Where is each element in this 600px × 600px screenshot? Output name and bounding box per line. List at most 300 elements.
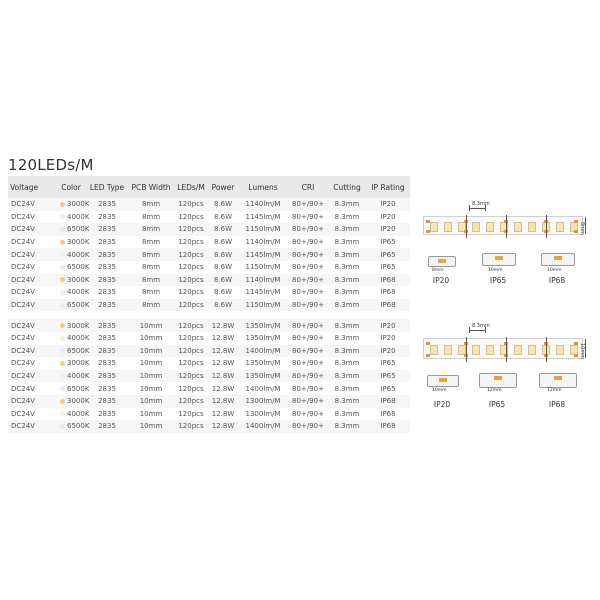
table-row: [8, 382, 410, 395]
cell-ip-rating: IP20: [366, 319, 410, 332]
cell-color: [56, 319, 90, 332]
color-temperature: 4000K: [67, 250, 90, 259]
cell-led-type: 2835: [86, 395, 128, 408]
cell-pcb-width: 10mm: [128, 382, 174, 395]
cell-cutting: 8.3mm: [328, 420, 366, 433]
cell-voltage: DC24V: [8, 395, 56, 408]
cell-ip-rating: IP65: [366, 248, 410, 261]
profile-ip68-width: 10mm: [547, 268, 562, 273]
color-temperature: 6500K: [67, 346, 90, 355]
cell-power: 8.6W: [208, 248, 238, 261]
table-row: [8, 299, 410, 312]
cell-voltage: DC24V: [8, 236, 56, 249]
color-temperature: 6500K: [67, 384, 90, 393]
cell-cutting: 8.3mm: [328, 395, 366, 408]
led-chip: [430, 222, 438, 232]
header-color: Color: [56, 176, 86, 198]
color-temperature: 4000K: [67, 212, 90, 221]
table-row: [8, 345, 410, 358]
cell-cri: 80+/90+: [288, 274, 328, 287]
cell-led-type: 2835: [86, 299, 128, 312]
cell-color: [56, 299, 90, 312]
cell-ip-rating: IP68: [366, 299, 410, 312]
cell-cutting: 8.3mm: [328, 223, 366, 236]
cut-length-label: 8.3mm: [472, 323, 490, 329]
cell-power: 8.6W: [208, 299, 238, 312]
color-dot-icon: [60, 323, 65, 328]
cell-power: 12.8W: [208, 319, 238, 332]
cell-power: 8.6W: [208, 211, 238, 224]
solder-pad: [574, 354, 578, 357]
header-cutting: Cutting: [328, 176, 366, 198]
cell-cutting: 8.3mm: [328, 274, 366, 287]
cell-leds-per-meter: 120pcs: [174, 395, 208, 408]
cell-pcb-width: 8mm: [128, 223, 174, 236]
cell-cutting: 8.3mm: [328, 332, 366, 345]
cell-pcb-width: 10mm: [128, 357, 174, 370]
color-dot-icon: [60, 386, 65, 391]
cell-power: 12.8W: [208, 370, 238, 383]
cell-voltage: DC24V: [8, 223, 56, 236]
spec-table: [8, 176, 410, 433]
cell-leds-per-meter: 120pcs: [174, 261, 208, 274]
cell-power: 12.8W: [208, 420, 238, 433]
cell-leds-per-meter: 120pcs: [174, 299, 208, 312]
color-temperature: 3000K: [67, 275, 90, 284]
cell-ip-rating: IP65: [366, 370, 410, 383]
cell-ip-rating: IP68: [366, 274, 410, 287]
separator-cell: [8, 311, 410, 319]
table-row: [8, 223, 410, 236]
profile-ip68-label: IP68: [548, 276, 566, 285]
color-temperature: 4000K: [67, 372, 90, 381]
cell-led-type: 2835: [86, 286, 128, 299]
color-dot-icon: [60, 348, 65, 353]
cell-ip-rating: IP20: [366, 211, 410, 224]
cell-cutting: 8.3mm: [328, 248, 366, 261]
cell-color: [56, 223, 90, 236]
cell-led-type: 2835: [86, 408, 128, 421]
header-cri: CRI: [288, 176, 328, 198]
cell-cutting: 8.3mm: [328, 370, 366, 383]
cell-cutting: 8.3mm: [328, 319, 366, 332]
color-dot-icon: [60, 411, 65, 416]
led-chip: [458, 345, 466, 355]
profile-ip65: [482, 253, 516, 266]
led-chip: [486, 345, 494, 355]
cell-led-type: 2835: [86, 345, 128, 358]
profile-ip20: [428, 256, 456, 267]
cut-length-label: 8.3mm: [472, 201, 490, 207]
strip-width-mark: [585, 339, 586, 358]
cell-led-type: 2835: [86, 236, 128, 249]
cell-cri: 80+/90+: [288, 357, 328, 370]
profile-ip65-label: IP65: [489, 276, 507, 285]
color-dot-icon: [60, 336, 65, 341]
header-led-type: LED Type: [86, 176, 128, 198]
cell-pcb-width: 10mm: [128, 332, 174, 345]
cell-cutting: 8.3mm: [328, 345, 366, 358]
cell-cri: 80+/90+: [288, 261, 328, 274]
cut-line: [466, 215, 467, 238]
header-voltage: Voltage: [8, 176, 56, 198]
color-dot-icon: [60, 399, 65, 404]
cell-pcb-width: 8mm: [128, 299, 174, 312]
cell-led-type: 2835: [86, 332, 128, 345]
table-row: [8, 332, 410, 345]
cell-power: 12.8W: [208, 408, 238, 421]
header-power: Power: [208, 176, 238, 198]
cell-lumens: 1400lm/M: [238, 345, 288, 358]
cell-led-type: 2835: [86, 370, 128, 383]
color-temperature: 4000K: [67, 409, 90, 418]
cell-cutting: 8.3mm: [328, 236, 366, 249]
profile-ip20-label: IP20: [433, 400, 451, 409]
cell-leds-per-meter: 120pcs: [174, 319, 208, 332]
table-row: [8, 248, 410, 261]
cell-pcb-width: 8mm: [128, 236, 174, 249]
profile-ip68: [539, 373, 577, 388]
table-row: [8, 420, 410, 433]
table-row: [8, 319, 410, 332]
cut-line: [506, 337, 507, 362]
cell-voltage: DC24V: [8, 370, 56, 383]
cut-dimension-line: [469, 330, 486, 331]
header-leds-per-meter: LEDs/M: [174, 176, 208, 198]
cell-ip-rating: IP65: [366, 357, 410, 370]
cell-voltage: DC24V: [8, 345, 56, 358]
cell-voltage: DC24V: [8, 382, 56, 395]
cell-led-type: 2835: [86, 319, 128, 332]
color-dot-icon: [60, 303, 65, 308]
cell-lumens: 1145lm/M: [238, 248, 288, 261]
cell-leds-per-meter: 120pcs: [174, 286, 208, 299]
profile-ip65-width: 12mm: [487, 388, 502, 393]
cell-color: [56, 420, 90, 433]
cell-leds-per-meter: 120pcs: [174, 420, 208, 433]
cell-leds-per-meter: 120pcs: [174, 248, 208, 261]
cell-color: [56, 395, 90, 408]
color-dot-icon: [60, 202, 65, 207]
cell-cri: 80+/90+: [288, 395, 328, 408]
cell-leds-per-meter: 120pcs: [174, 274, 208, 287]
cell-led-type: 2835: [86, 261, 128, 274]
cell-lumens: 1145lm/M: [238, 286, 288, 299]
cell-power: 12.8W: [208, 357, 238, 370]
cell-lumens: 1350lm/M: [238, 370, 288, 383]
cell-led-type: 2835: [86, 274, 128, 287]
cell-pcb-width: 8mm: [128, 198, 174, 211]
cell-cri: 80+/90+: [288, 211, 328, 224]
cell-lumens: 1145lm/M: [238, 211, 288, 224]
cell-voltage: DC24V: [8, 332, 56, 345]
cell-cri: 80+/90+: [288, 319, 328, 332]
solder-pad: [426, 220, 430, 223]
led-chip: [472, 345, 480, 355]
table-row: [8, 286, 410, 299]
cell-color: [56, 370, 90, 383]
color-temperature: 3000K: [67, 359, 90, 368]
cell-ip-rating: IP20: [366, 332, 410, 345]
profile-ip20-width: 8mm: [432, 268, 444, 273]
led-chip: [444, 345, 452, 355]
solder-pad: [426, 354, 430, 357]
cell-voltage: DC24V: [8, 211, 56, 224]
cell-color: [56, 198, 90, 211]
cell-led-type: 2835: [86, 420, 128, 433]
cell-cri: 80+/90+: [288, 236, 328, 249]
cell-pcb-width: 8mm: [128, 248, 174, 261]
table-row: [8, 370, 410, 383]
profile-ip68: [541, 253, 575, 266]
led-chip: [570, 345, 578, 355]
cell-color: [56, 248, 90, 261]
cell-cutting: 8.3mm: [328, 198, 366, 211]
cell-cri: 80+/90+: [288, 345, 328, 358]
cell-voltage: DC24V: [8, 299, 56, 312]
cell-cri: 80+/90+: [288, 382, 328, 395]
color-dot-icon: [60, 290, 65, 295]
cell-pcb-width: 10mm: [128, 370, 174, 383]
header-pcb-width: PCB Width: [128, 176, 174, 198]
cell-cri: 80+/90+: [288, 223, 328, 236]
cell-cutting: 8.3mm: [328, 211, 366, 224]
cell-ip-rating: IP68: [366, 286, 410, 299]
profile-ip65: [479, 373, 517, 388]
cell-power: 8.6W: [208, 274, 238, 287]
cut-dimension-line: [469, 208, 486, 209]
cell-lumens: 1140lm/M: [238, 236, 288, 249]
led-chip: [528, 222, 536, 232]
strip-diagram-10mm: [416, 318, 596, 418]
led-chip: [514, 345, 522, 355]
cell-voltage: DC24V: [8, 357, 56, 370]
cell-lumens: 1350lm/M: [238, 319, 288, 332]
table-row: [8, 236, 410, 249]
cell-voltage: DC24V: [8, 286, 56, 299]
cell-pcb-width: 8mm: [128, 211, 174, 224]
cell-cri: 80+/90+: [288, 248, 328, 261]
cell-led-type: 2835: [86, 198, 128, 211]
cell-color: [56, 345, 90, 358]
cell-voltage: DC24V: [8, 319, 56, 332]
profile-ip20: [427, 375, 459, 387]
cell-ip-rating: IP20: [366, 345, 410, 358]
cell-voltage: DC24V: [8, 420, 56, 433]
cut-line: [466, 337, 467, 362]
cell-pcb-width: 10mm: [128, 408, 174, 421]
cell-lumens: 1140lm/M: [238, 274, 288, 287]
cell-color: [56, 332, 90, 345]
cell-led-type: 2835: [86, 357, 128, 370]
table-header-row: [8, 176, 410, 198]
cell-ip-rating: IP20: [366, 223, 410, 236]
solder-pad: [574, 230, 578, 233]
cell-lumens: 1140lm/M: [238, 198, 288, 211]
cell-cutting: 8.3mm: [328, 261, 366, 274]
cell-voltage: DC24V: [8, 248, 56, 261]
table-row: [8, 211, 410, 224]
led-chip: [472, 222, 480, 232]
cut-line: [546, 215, 547, 238]
color-temperature: 6500K: [67, 263, 90, 272]
color-temperature: 6500K: [67, 225, 90, 234]
cell-leds-per-meter: 120pcs: [174, 382, 208, 395]
cell-cri: 80+/90+: [288, 299, 328, 312]
cell-color: [56, 286, 90, 299]
cell-color: [56, 408, 90, 421]
led-chip: [528, 345, 536, 355]
cell-power: 12.8W: [208, 395, 238, 408]
cell-power: 8.6W: [208, 236, 238, 249]
cell-color: [56, 382, 90, 395]
table-row: [8, 198, 410, 211]
cell-power: 8.6W: [208, 198, 238, 211]
cell-cri: 80+/90+: [288, 420, 328, 433]
led-chip: [430, 345, 438, 355]
profile-ip20-label: IP20: [432, 276, 450, 285]
cell-color: [56, 274, 90, 287]
color-dot-icon: [60, 374, 65, 379]
led-chip: [556, 345, 564, 355]
table-row: [8, 395, 410, 408]
cell-power: 12.8W: [208, 332, 238, 345]
cell-ip-rating: IP65: [366, 236, 410, 249]
color-dot-icon: [60, 252, 65, 257]
color-temperature: 3000K: [67, 200, 90, 209]
color-temperature: 4000K: [67, 288, 90, 297]
color-temperature: 4000K: [67, 334, 90, 343]
profile-ip65-label: IP65: [488, 400, 506, 409]
led-chip: [444, 222, 452, 232]
solder-pad: [574, 220, 578, 223]
cell-led-type: 2835: [86, 211, 128, 224]
cell-pcb-width: 8mm: [128, 261, 174, 274]
color-temperature: 6500K: [67, 301, 90, 310]
cell-lumens: 1350lm/M: [238, 357, 288, 370]
table-row: [8, 261, 410, 274]
cell-lumens: 1300lm/M: [238, 408, 288, 421]
led-strip: [423, 338, 583, 359]
color-temperature: 3000K: [67, 321, 90, 330]
cell-pcb-width: 8mm: [128, 274, 174, 287]
page-title: 120LEDs/M: [8, 156, 94, 174]
cell-ip-rating: IP65: [366, 382, 410, 395]
cell-led-type: 2835: [86, 248, 128, 261]
profile-ip68-width: 12mm: [547, 388, 562, 393]
solder-pad: [574, 342, 578, 345]
cell-power: 12.8W: [208, 345, 238, 358]
cell-pcb-width: 10mm: [128, 345, 174, 358]
cell-voltage: DC24V: [8, 261, 56, 274]
led-chip: [486, 222, 494, 232]
strip-width-mark: [585, 217, 586, 234]
header-ip-rating: IP Rating: [366, 176, 410, 198]
color-dot-icon: [60, 361, 65, 366]
color-dot-icon: [60, 277, 65, 282]
cell-leds-per-meter: 120pcs: [174, 357, 208, 370]
table-row: [8, 274, 410, 287]
cell-leds-per-meter: 120pcs: [174, 408, 208, 421]
cell-pcb-width: 10mm: [128, 319, 174, 332]
profile-ip20-width: 10mm: [432, 388, 447, 393]
cell-color: [56, 261, 90, 274]
table-row: [8, 408, 410, 421]
cell-power: 8.6W: [208, 261, 238, 274]
strip-width-label: 8mm: [579, 222, 585, 235]
cell-color: [56, 357, 90, 370]
cell-pcb-width: 8mm: [128, 286, 174, 299]
cell-lumens: 1400lm/M: [238, 382, 288, 395]
cut-line: [546, 337, 547, 362]
strip-diagram-8mm: [416, 196, 596, 296]
strip-width-label: 10mm: [579, 343, 585, 360]
cell-lumens: 1300lm/M: [238, 395, 288, 408]
cell-cri: 80+/90+: [288, 408, 328, 421]
cell-cri: 80+/90+: [288, 370, 328, 383]
cell-color: [56, 236, 90, 249]
group-separator: [8, 311, 410, 319]
cell-ip-rating: IP68: [366, 420, 410, 433]
color-dot-icon: [60, 227, 65, 232]
cell-leds-per-meter: 120pcs: [174, 236, 208, 249]
cell-ip-rating: IP65: [366, 261, 410, 274]
color-dot-icon: [60, 424, 65, 429]
cell-ip-rating: IP20: [366, 198, 410, 211]
led-strip: [423, 216, 583, 235]
cell-cutting: 8.3mm: [328, 382, 366, 395]
color-dot-icon: [60, 265, 65, 270]
cell-cutting: 8.3mm: [328, 299, 366, 312]
cell-lumens: 1150lm/M: [238, 261, 288, 274]
cell-leds-per-meter: 120pcs: [174, 345, 208, 358]
color-temperature: 3000K: [67, 397, 90, 406]
cell-lumens: 1350lm/M: [238, 332, 288, 345]
cell-lumens: 1150lm/M: [238, 223, 288, 236]
color-temperature: 3000K: [67, 238, 90, 247]
cell-leds-per-meter: 120pcs: [174, 370, 208, 383]
cell-pcb-width: 10mm: [128, 395, 174, 408]
profile-ip68-label: IP68: [548, 400, 566, 409]
cell-voltage: DC24V: [8, 274, 56, 287]
cell-voltage: DC24V: [8, 198, 56, 211]
cell-led-type: 2835: [86, 223, 128, 236]
cell-cri: 80+/90+: [288, 332, 328, 345]
led-chip: [514, 222, 522, 232]
led-chip: [556, 222, 564, 232]
solder-pad: [426, 230, 430, 233]
cell-leds-per-meter: 120pcs: [174, 223, 208, 236]
cell-cutting: 8.3mm: [328, 408, 366, 421]
cell-cutting: 8.3mm: [328, 286, 366, 299]
cell-voltage: DC24V: [8, 408, 56, 421]
cell-cri: 80+/90+: [288, 198, 328, 211]
cell-led-type: 2835: [86, 382, 128, 395]
profile-ip65-width: 10mm: [488, 268, 503, 273]
cell-cri: 80+/90+: [288, 286, 328, 299]
cell-color: [56, 211, 90, 224]
cell-cutting: 8.3mm: [328, 357, 366, 370]
cell-power: 8.6W: [208, 286, 238, 299]
cell-leds-per-meter: 120pcs: [174, 332, 208, 345]
color-dot-icon: [60, 240, 65, 245]
cell-leds-per-meter: 120pcs: [174, 211, 208, 224]
cell-pcb-width: 10mm: [128, 420, 174, 433]
cell-ip-rating: IP68: [366, 408, 410, 421]
header-lumens: Lumens: [238, 176, 288, 198]
cell-lumens: 1400lm/M: [238, 420, 288, 433]
cell-power: 8.6W: [208, 223, 238, 236]
